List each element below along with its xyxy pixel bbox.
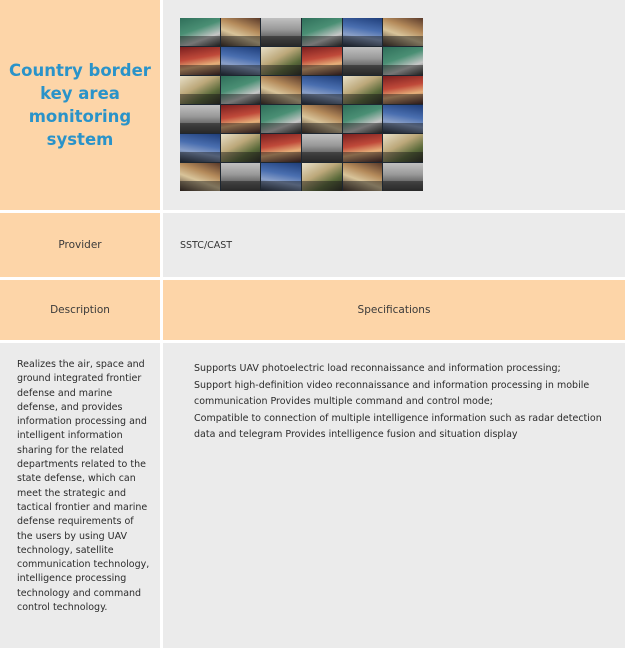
surveillance-mosaic-image bbox=[180, 18, 423, 191]
camera-tile bbox=[343, 47, 383, 75]
specifications-header: Specifications bbox=[357, 304, 431, 316]
provider-label-cell bbox=[0, 213, 160, 277]
camera-tile bbox=[261, 47, 301, 75]
camera-tile bbox=[383, 105, 423, 133]
camera-tile bbox=[180, 47, 220, 75]
provider-value: SSTC/CAST bbox=[180, 239, 233, 251]
description-text: Realizes the air, space and ground integrated frontier defense and marine defense, and provides information processing and intelligent information sharing for the related departments related to the state defense, which can meet the strategic and tactical frontier and marine defense requirements of the users by using UAV technology, satellite communication technology, intelligence processing technology and command control technology. bbox=[17, 359, 150, 614]
camera-tile bbox=[221, 18, 261, 46]
camera-tile bbox=[261, 134, 301, 162]
camera-tile bbox=[180, 134, 220, 162]
camera-tile bbox=[180, 76, 220, 104]
camera-tile bbox=[180, 105, 220, 133]
camera-tile bbox=[221, 163, 261, 191]
spec-item: Support high-definition video reconnaissance and information processing in mobile communication Provides multiple command and control mode; bbox=[194, 379, 590, 407]
description-header-cell bbox=[0, 280, 160, 340]
spec-item: Compatible to connection of multiple intelligence information such as radar detection data and telegram Provides intelligence fusion and situation display bbox=[194, 412, 602, 440]
camera-tile bbox=[343, 18, 383, 46]
image-cell bbox=[163, 0, 625, 210]
provider-label: Provider bbox=[58, 239, 102, 251]
camera-tile bbox=[302, 163, 342, 191]
camera-tile bbox=[261, 163, 301, 191]
camera-tile bbox=[383, 134, 423, 162]
camera-tile bbox=[383, 163, 423, 191]
camera-tile bbox=[302, 105, 342, 133]
camera-tile bbox=[261, 76, 301, 104]
camera-tile bbox=[343, 134, 383, 162]
camera-tile bbox=[343, 76, 383, 104]
system-title: Country border key area monitoring system bbox=[9, 61, 151, 149]
camera-tile bbox=[383, 76, 423, 104]
camera-tile bbox=[221, 47, 261, 75]
camera-tile bbox=[221, 76, 261, 104]
camera-tile bbox=[302, 47, 342, 75]
camera-tile bbox=[180, 163, 220, 191]
description-header: Description bbox=[50, 304, 110, 316]
description-cell bbox=[0, 343, 160, 648]
camera-tile bbox=[383, 18, 423, 46]
camera-tile bbox=[383, 47, 423, 75]
camera-tile bbox=[261, 105, 301, 133]
specifications-cell bbox=[163, 343, 625, 648]
camera-tile bbox=[343, 163, 383, 191]
camera-tile bbox=[343, 105, 383, 133]
spec-item: Supports UAV photoelectric load reconnaissance and information processing; bbox=[194, 363, 561, 374]
title-cell bbox=[0, 0, 160, 210]
specifications-header-cell bbox=[163, 280, 625, 340]
camera-tile bbox=[180, 18, 220, 46]
camera-tile bbox=[261, 18, 301, 46]
camera-tile bbox=[302, 18, 342, 46]
camera-tile bbox=[302, 134, 342, 162]
camera-tile bbox=[302, 76, 342, 104]
provider-value-cell bbox=[163, 213, 625, 277]
camera-tile bbox=[221, 105, 261, 133]
camera-tile bbox=[221, 134, 261, 162]
